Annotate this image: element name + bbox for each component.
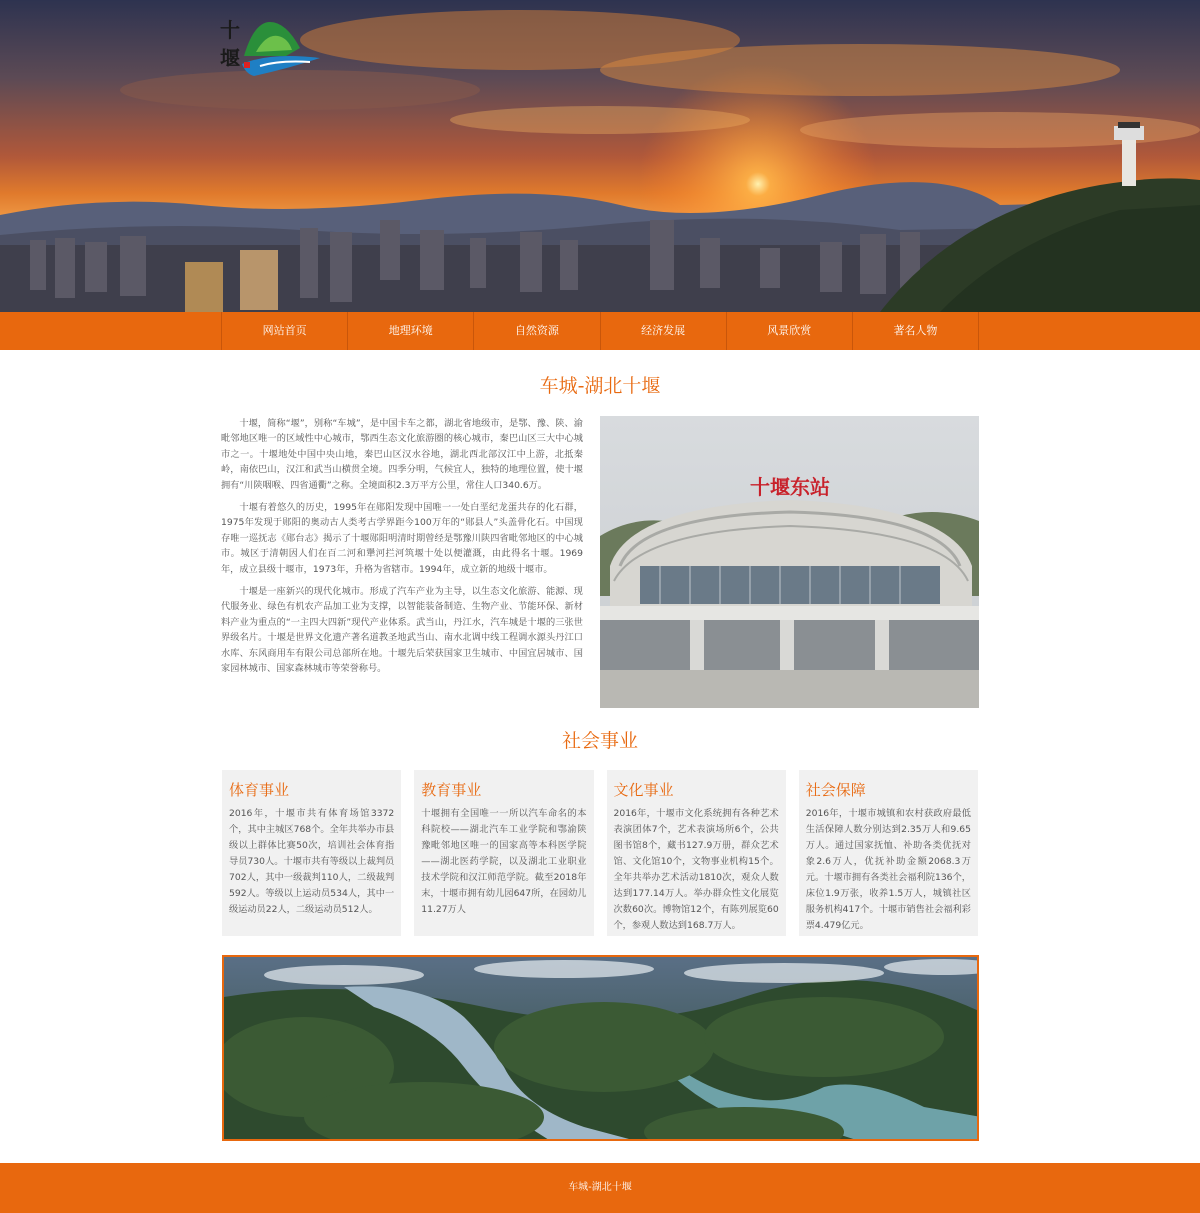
card-social-security <box>799 770 978 936</box>
card-text: 2016年，十堰市共有体育场馆3372个，其中主城区768个。全年共举办市县级以上群体比赛50次，培训社会体育指导员730人。十堰市共有等级以上裁判员702人，其中一级裁判110人，二级裁判592人。等级以上运动员534人，其中一级运动员22人，二级运动员512人。 <box>229 808 395 915</box>
nav-home[interactable]: 网站首页 <box>222 312 348 350</box>
card-culture <box>607 770 786 936</box>
logo-mountain-river-icon <box>220 16 322 82</box>
social-cards <box>222 770 978 936</box>
hero-banner <box>0 0 1200 312</box>
intro-paragraph: 十堰有着悠久的历史，1995年在郧阳发现中国唯一一处白垩纪龙蛋共存的化石群，1975年发现于郧阳的奥动古人类考古学界距今100万年的“郧县人”头盖骨化石。中国现存唯一巡抚志《郧台志》揭示了十堰郧阳明清时期曾经是鄂豫川陕四省毗邻地区的中心城市。城区于清朝因人们在百二河和犟河拦河筑堰十处以便灌溉，由此得名十堰。1969年，成立县级十堰市，1973年，升格为省辖市。1994年，成立新的地级十堰市。 <box>221 502 583 575</box>
station-photo <box>600 416 979 708</box>
nav-people[interactable]: 著名人物 <box>853 312 979 350</box>
card-text: 十堰拥有全国唯一一所以汽车命名的本科院校——湖北汽车工业学院和鄂渝陕豫毗邻地区唯一的国家高等本科医学院——湖北医药学院，以及湖北工业职业技术学院和汉江师范学院。截至2018年末，十堰市拥有幼儿园647所，在园幼儿11.27万人 <box>421 808 587 915</box>
card-title[interactable]: 文化事业 <box>613 781 674 799</box>
intro-title: 车城-湖北十堰 <box>539 375 661 397</box>
station-image <box>600 416 979 708</box>
card-text: 2016年，十堰市文化系统拥有各种艺术表演团体7个，艺术表演场所6个，公共图书馆8个，藏书127.9万册，群众艺术馆、文化馆10个，文物事业机构15个。全年共举办艺术活动1810次，观众人数达到177.14万人。举办群众性文化展览次数60次。博物馆12个，有陈列展览60个，参观人数达到168.7万人。 <box>613 808 779 931</box>
logo-text: 十堰 <box>220 18 240 70</box>
card-text: 2016年，十堰市城镇和农村获政府最低生活保障人数分别达到2.35万人和9.65万人。通过国家抚恤、补助各类优抚对象2.6万人，优抚补助金额2068.3万元。十堰市拥有各类社会福利院136个，床位1.9万张，收养1.5万人，城镇社区服务机构417个。十堰市销售社会福利彩票4.479亿元。 <box>805 808 971 931</box>
card-title[interactable]: 社会保障 <box>805 781 866 799</box>
card-sports <box>222 770 401 936</box>
site-logo[interactable] <box>220 16 322 82</box>
card-title[interactable]: 体育事业 <box>229 781 290 799</box>
footer-text: 车城-湖北十堰 <box>568 1182 632 1193</box>
nav-scenery[interactable]: 风景欣赏 <box>727 312 853 350</box>
nav-resources[interactable]: 自然资源 <box>474 312 600 350</box>
main-nav <box>0 312 1200 350</box>
intro-paragraph: 十堰，简称“堰”，别称“车城”，是中国卡车之都，湖北省地级市，是鄂、豫、陕、渝毗邻地区唯一的区域性中心城市，鄂西生态文化旅游圈的核心城市，秦巴山区三大中心城市之一。十堰地处中国中央山地，秦巴山区汉水谷地，湖北西北部汉江中上游，北抵秦岭，南依巴山，汉江和武当山横贯全境。四季分明，气候宜人，独特的地理位置，使十堰拥有“川陕咽喉、四省通衢”之称。全境面积2.3万平方公里，常住人口340.6万。 <box>221 418 583 491</box>
card-education <box>414 770 593 936</box>
card-title[interactable]: 教育事业 <box>421 781 482 799</box>
nav-economy[interactable]: 经济发展 <box>601 312 727 350</box>
sunset-city-image <box>0 0 1200 312</box>
station-sign: 十堰东站 <box>750 475 830 499</box>
river-valley-photo <box>224 957 979 1141</box>
footer <box>0 1163 1200 1213</box>
nav-geography[interactable]: 地理环境 <box>348 312 474 350</box>
intro-text <box>221 416 583 684</box>
intro-paragraph: 十堰是一座新兴的现代化城市。形成了汽车产业为主导，以生态文化旅游、能源、现代服务业、绿色有机农产品加工业为支撑，以智能装备制造、生物产业、节能环保、新材料产业为重点的“一主四大四新”现代产业体系。武当山，丹江水，汽车城是十堰的三张世界级名片。十堰是世界文化遗产著名道教圣地武当山、南水北调中线工程调水源头丹江口水库、东风商用车有限公司总部所在地。十堰先后荣获国家卫生城市、中国宜居城市、国家园林城市、国家森林城市等荣誉称号。 <box>221 586 583 675</box>
social-title: 社会事业 <box>561 730 638 752</box>
landscape-image <box>222 955 979 1141</box>
